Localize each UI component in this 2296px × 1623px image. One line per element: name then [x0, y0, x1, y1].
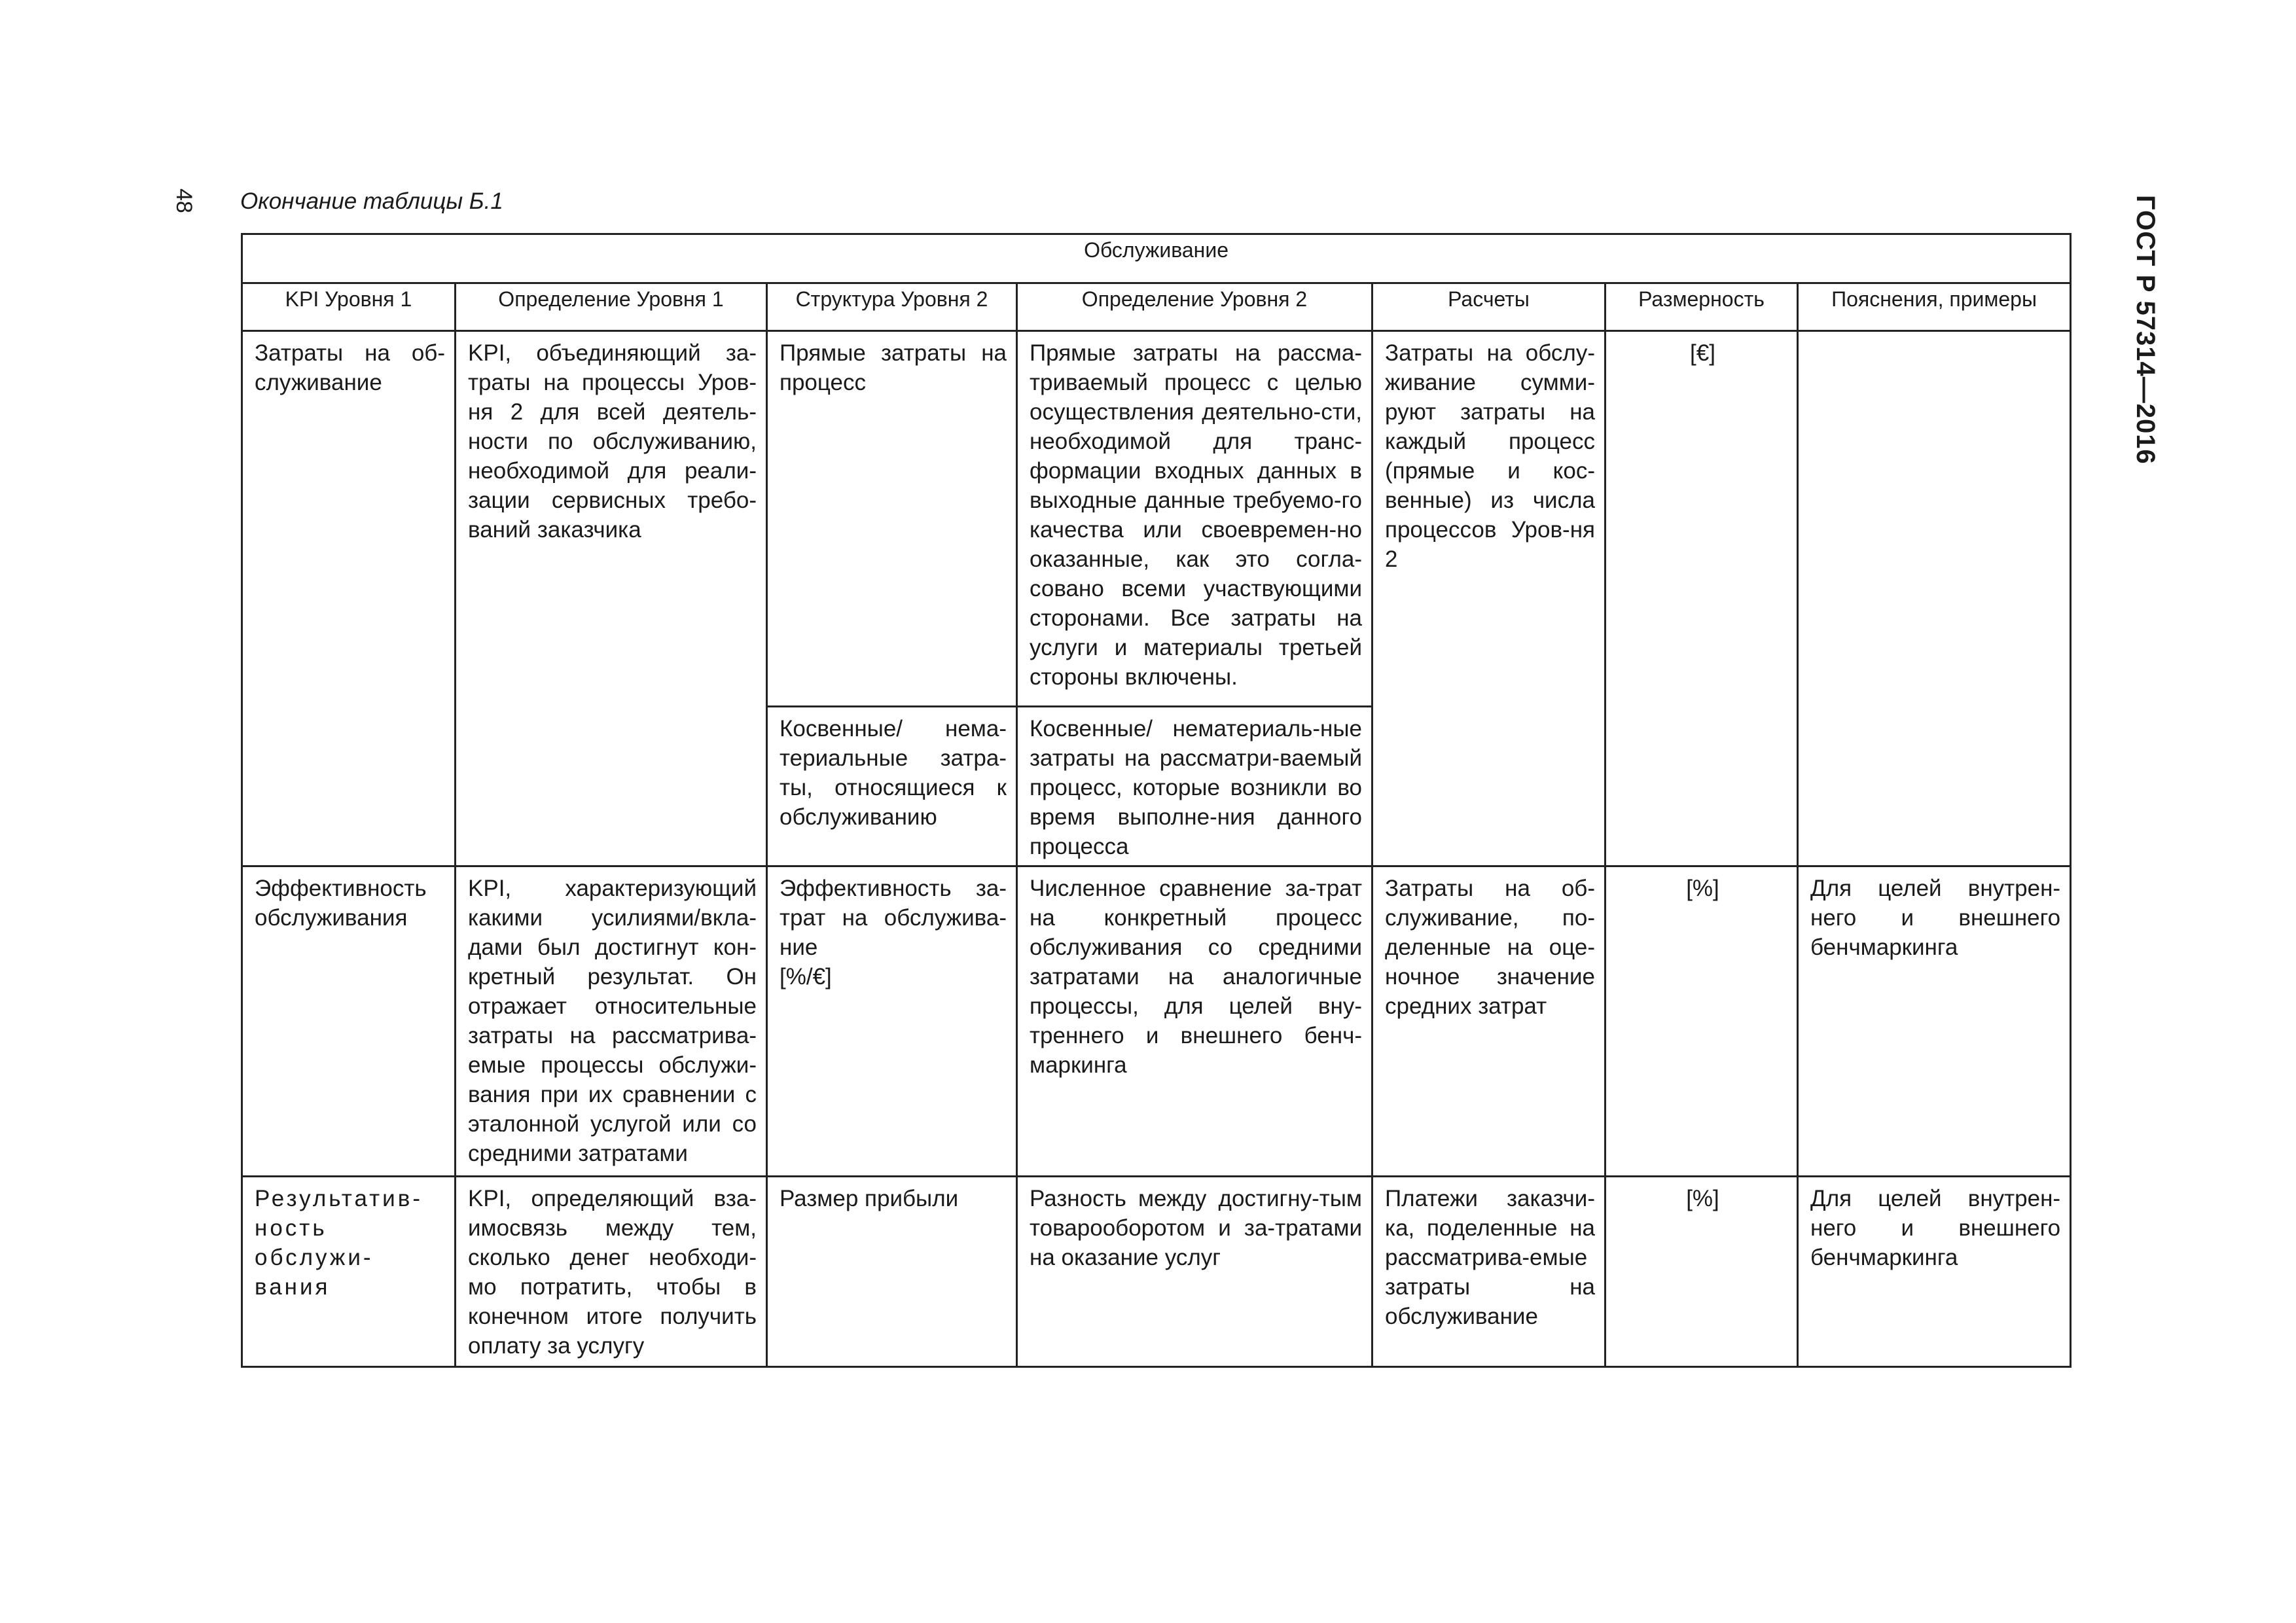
column-header: Структура Уровня 2 [767, 283, 1017, 331]
structure-text: Эффективность за-трат на обслужива-ние [780, 876, 1007, 960]
definition2-cell: Разность между достигну-тым товарооборотом и за-тратами на оказание услуг [1017, 1177, 1372, 1367]
column-header: Расчеты [1372, 283, 1605, 331]
column-header-row [242, 283, 2071, 331]
unit-cell: [%] [1605, 1177, 1798, 1367]
unit-cell: [%] [1605, 866, 1798, 1177]
table-row [242, 1177, 2071, 1367]
page-number: 48 [171, 188, 196, 213]
kpi-table [241, 233, 2072, 1368]
structure-cell: Размер прибыли [767, 1177, 1017, 1367]
structure-unit: [%/€] [780, 964, 832, 990]
section-header-row [242, 234, 2071, 283]
column-header: Размерность [1605, 283, 1798, 331]
structure-cell: Косвенные/ нема-териальные затра-ты, относящиеся к обслуживанию [767, 707, 1017, 866]
kpi-text: Результатив-ность обслужи-вания [255, 1186, 423, 1300]
definition-cell: KPI, характеризующий какими усилиями/вкла-дами был достигнут кон-кретный результат. Он отражает относительные затраты на рассматрива-емые процессы обслужи-вания при их сравнении с эталонной услугой или со средними затратами [456, 866, 767, 1177]
definition2-cell: Численное сравнение за-трат на конкретный процесс обслуживания со средними затратами на аналогичные процессы, для целей вну-треннего и внешнего бенч-маркинга [1017, 866, 1372, 1177]
structure-cell: Прямые затраты на процесс [767, 331, 1017, 707]
calculation-cell: Затраты на обслу-живание сумми-руют затраты на каждый процесс (прямые и кос-венные) из числа процессов Уров-ня 2 [1372, 331, 1605, 866]
definition-cell: KPI, определяющий вза-имосвязь между тем, сколько денег необходи-мо потратить, чтобы в конечном итоге получить оплату за услугу [456, 1177, 767, 1367]
section-title: Обслуживание [242, 234, 2071, 283]
definition2-cell: Косвенные/ нематериаль-ные затраты на рассматри-ваемый процесс, которые возникли во время выполне-ния данного процесса [1017, 707, 1372, 866]
structure-cell [767, 866, 1017, 1177]
calculation-cell: Платежи заказчи-ка, поделенные на рассматрива-емые затраты на обслуживание [1372, 1177, 1605, 1367]
column-header: KPI Уровня 1 [242, 283, 456, 331]
calculation-cell: Затраты на об-служивание, по-деленные на оце-ночное значение средних затрат [1372, 866, 1605, 1177]
document-code: ГОСТ Р 57314—2016 [2131, 195, 2160, 465]
kpi-cell [242, 1177, 456, 1367]
kpi-cell: Затраты на об-служивание [242, 331, 456, 866]
kpi-cell: Эффективность обслуживания [242, 866, 456, 1177]
notes-cell: Для целей внутрен-него и внешнего бенчмаркинга [1798, 1177, 2071, 1367]
column-header: Определение Уровня 1 [456, 283, 767, 331]
notes-cell [1798, 331, 2071, 866]
definition2-cell: Прямые затраты на рассма-триваемый процесс с целью осуществления деятельно-сти, необходимой для транс-формации входных данных в выходные данные требуемо-го качества или своевремен-но оказанные, как это согла-совано всеми участвующими сторонами. Все затраты на услуги и материалы третьей стороны включены. [1017, 331, 1372, 707]
definition-cell: KPI, объединяющий за-траты на процессы Уров-ня 2 для всей деятель-ности по обслуживанию, необходимой для реали-зации сервисных требо-ваний заказчика [456, 331, 767, 866]
column-header: Пояснения, примеры [1798, 283, 2071, 331]
unit-cell: [€] [1605, 331, 1798, 866]
notes-cell: Для целей внутрен-него и внешнего бенчмаркинга [1798, 866, 2071, 1177]
column-header: Определение Уровня 2 [1017, 283, 1372, 331]
table-caption: Окончание таблицы Б.1 [240, 188, 503, 214]
table-row [242, 866, 2071, 1177]
table-row [242, 331, 2071, 707]
